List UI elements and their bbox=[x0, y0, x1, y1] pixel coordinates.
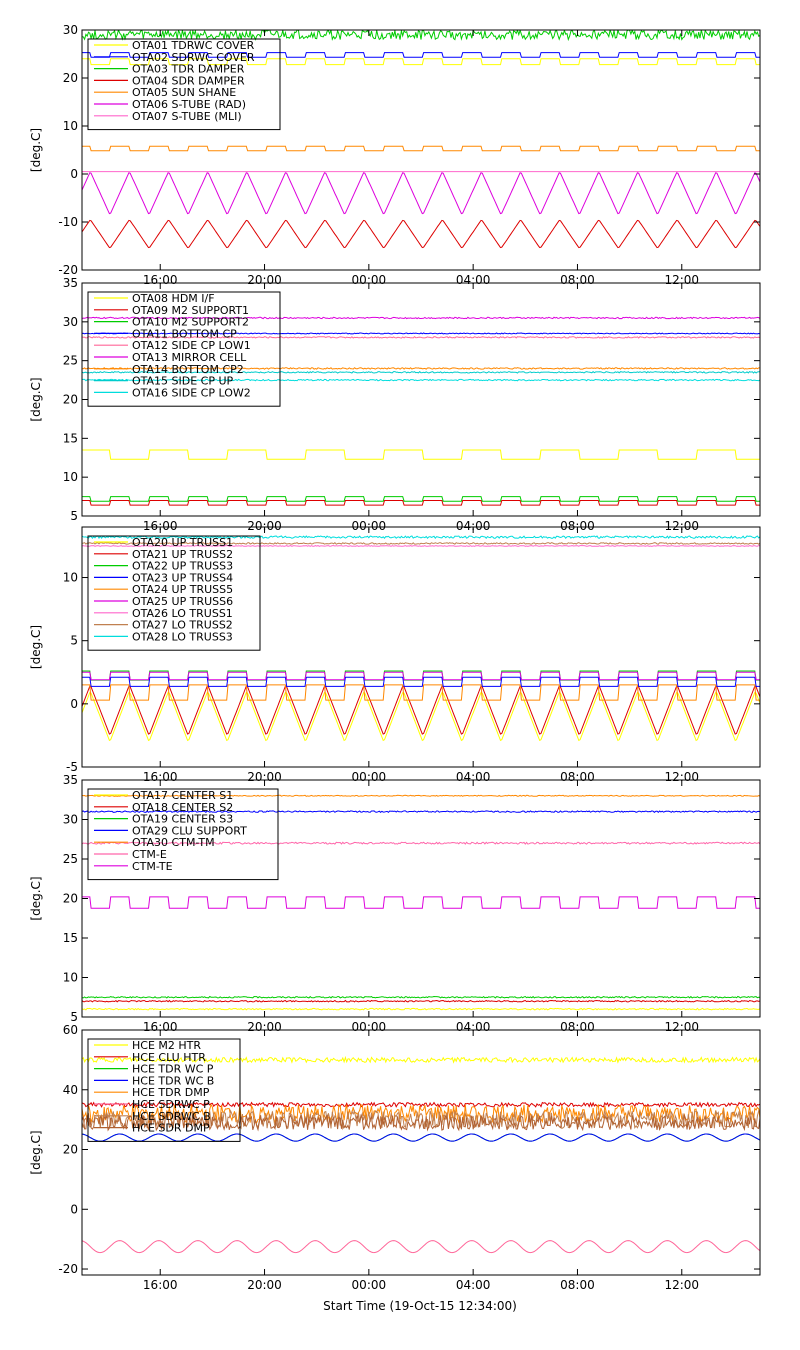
x-tick-label: 00:00 bbox=[351, 273, 387, 287]
legend-entry: OTA29 CLU SUPPORT bbox=[132, 824, 247, 838]
x-tick-label: 20:00 bbox=[247, 1278, 282, 1292]
chart-panel-5 bbox=[29, 1023, 760, 1292]
y-tick-label: 25 bbox=[62, 353, 78, 368]
series-line-2 bbox=[82, 686, 760, 734]
x-tick-label: 12:00 bbox=[664, 273, 700, 287]
x-tick-label: 00:00 bbox=[351, 1020, 387, 1034]
x-axis-title: Start Time (19-Oct-15 12:34:00) bbox=[323, 1299, 517, 1313]
y-tick-label: 20 bbox=[62, 891, 78, 906]
legend-entry: HCE M2 HTR bbox=[132, 1039, 202, 1052]
y-axis-label: [deg.C] bbox=[29, 624, 43, 670]
legend-entry: HCE CLU HTR bbox=[132, 1050, 206, 1064]
x-tick-label: 12:00 bbox=[664, 1278, 700, 1292]
x-tick-label: 08:00 bbox=[560, 519, 595, 533]
legend-entry: OTA15 SIDE CP UP bbox=[132, 374, 234, 388]
series-line-7 bbox=[82, 897, 760, 908]
x-tick-label: 08:00 bbox=[560, 1278, 595, 1292]
legend-entry: OTA06 S-TUBE (RAD) bbox=[132, 98, 247, 111]
legend-entry: OTA12 SIDE CP LOW1 bbox=[132, 339, 251, 353]
x-tick-label: 20:00 bbox=[247, 519, 282, 533]
x-tick-label: 04:00 bbox=[455, 519, 491, 533]
series-line-6 bbox=[82, 1241, 760, 1253]
x-tick-label: 16:00 bbox=[142, 770, 178, 784]
y-tick-label: 25 bbox=[62, 852, 78, 866]
y-tick-label: 0 bbox=[70, 1202, 78, 1217]
series-line-4 bbox=[82, 1134, 760, 1141]
y-tick-label: 5 bbox=[70, 1010, 78, 1024]
chart-panel-3 bbox=[29, 527, 760, 784]
legend-entry: HCE TDR WC P bbox=[132, 1062, 214, 1076]
y-tick-label: 0 bbox=[70, 167, 78, 181]
chart-panel-4 bbox=[29, 773, 760, 1034]
x-tick-label: 12:00 bbox=[664, 770, 700, 784]
series-line-4 bbox=[82, 220, 760, 247]
x-tick-label: 16:00 bbox=[142, 273, 178, 287]
legend-entry: OTA27 LO TRUSS2 bbox=[132, 618, 233, 632]
chart-panel-1 bbox=[29, 23, 760, 287]
legend-entry: OTA23 UP TRUSS4 bbox=[132, 571, 234, 585]
legend-entry: OTA11 BOTTOM CP bbox=[132, 327, 237, 341]
y-tick-label: 15 bbox=[62, 931, 78, 945]
y-tick-label: 5 bbox=[70, 509, 78, 523]
legend-entry: OTA04 SDR DAMPER bbox=[132, 74, 245, 88]
x-tick-label: 04:00 bbox=[455, 273, 491, 287]
y-tick-label: -10 bbox=[58, 215, 78, 229]
x-tick-label: 04:00 bbox=[455, 770, 491, 784]
series-line-2 bbox=[82, 1001, 760, 1002]
series-line-5 bbox=[82, 146, 760, 151]
legend-entry: OTA14 BOTTOM CP2 bbox=[132, 362, 244, 376]
y-tick-label: 10 bbox=[62, 570, 78, 585]
legend-entry: OTA17 CENTER S1 bbox=[132, 789, 234, 802]
legend-entry: OTA21 UP TRUSS2 bbox=[132, 547, 234, 561]
x-tick-label: 08:00 bbox=[560, 1020, 595, 1034]
y-tick-label: 10 bbox=[62, 470, 78, 485]
y-axis-label: [deg.C] bbox=[29, 127, 43, 173]
legend-entry: OTA10 M2 SUPPORT2 bbox=[132, 315, 250, 329]
y-tick-label: 5 bbox=[70, 633, 78, 648]
legend-entry: OTA20 UP TRUSS1 bbox=[132, 536, 234, 549]
legend-entry: OTA19 CENTER S3 bbox=[132, 812, 234, 826]
legend-entry: OTA22 UP TRUSS3 bbox=[132, 559, 234, 573]
legend-entry: OTA08 HDM I/F bbox=[132, 292, 215, 305]
y-tick-label: 60 bbox=[62, 1023, 78, 1037]
y-tick-label: 20 bbox=[62, 71, 78, 85]
legend-entry: CTM-E bbox=[132, 848, 167, 861]
x-tick-label: 04:00 bbox=[455, 1278, 491, 1292]
series-line-6 bbox=[82, 173, 760, 214]
legend-entry: HCE TDR WC B bbox=[132, 1074, 215, 1088]
legend-entry: OTA18 CENTER S2 bbox=[132, 800, 234, 814]
x-tick-label: 16:00 bbox=[142, 519, 178, 533]
y-axis-label: [deg.C] bbox=[29, 377, 43, 422]
x-tick-label: 08:00 bbox=[560, 273, 595, 287]
legend-entry: OTA09 M2 SUPPORT1 bbox=[132, 303, 250, 317]
series-line-3 bbox=[82, 997, 760, 999]
legend-entry: HCE SDR DMP bbox=[132, 1121, 210, 1135]
x-tick-label: 20:00 bbox=[247, 273, 282, 287]
legend-entry: CTM-TE bbox=[132, 859, 173, 873]
legend-entry: OTA26 LO TRUSS1 bbox=[132, 606, 233, 620]
x-tick-label: 20:00 bbox=[247, 770, 282, 784]
legend-entry: OTA03 TDR DAMPER bbox=[132, 62, 245, 76]
chart-panel-2 bbox=[29, 276, 760, 533]
y-tick-label: 30 bbox=[62, 812, 78, 827]
y-tick-label: 20 bbox=[62, 1142, 78, 1157]
series-line-5 bbox=[82, 685, 760, 700]
legend-entry: HCE SDRWC B bbox=[132, 1109, 211, 1123]
y-tick-label: 30 bbox=[62, 23, 78, 37]
legend-entry: OTA16 SIDE CP LOW2 bbox=[132, 386, 251, 400]
x-tick-label: 16:00 bbox=[142, 1020, 178, 1034]
y-tick-label: 30 bbox=[62, 314, 78, 329]
legend-entry: OTA02 SDRWC COVER bbox=[132, 50, 255, 64]
legend-entry: OTA07 S-TUBE (MLI) bbox=[132, 109, 242, 123]
x-tick-label: 04:00 bbox=[455, 1020, 491, 1034]
y-tick-label: 35 bbox=[62, 276, 78, 290]
legend-entry: OTA25 UP TRUSS6 bbox=[132, 595, 234, 608]
x-tick-label: 08:00 bbox=[560, 770, 595, 784]
y-tick-label: -20 bbox=[58, 1262, 78, 1277]
x-tick-label: 12:00 bbox=[664, 1020, 700, 1034]
y-tick-label: 40 bbox=[62, 1082, 78, 1097]
x-tick-label: 00:00 bbox=[351, 770, 387, 784]
series-line-1 bbox=[82, 1008, 760, 1009]
y-tick-label: 0 bbox=[70, 696, 78, 711]
series-line-1 bbox=[82, 450, 760, 459]
y-axis-label: [deg.C] bbox=[29, 876, 43, 921]
legend-entry: HCE SDRWC P bbox=[132, 1098, 210, 1111]
x-tick-label: 16:00 bbox=[142, 1278, 178, 1292]
y-tick-label: 10 bbox=[62, 970, 78, 985]
legend-entry: HCE TDR DMP bbox=[132, 1086, 210, 1100]
y-tick-label: 10 bbox=[62, 119, 78, 133]
x-tick-label: 12:00 bbox=[664, 519, 700, 533]
legend-entry: OTA05 SUN SHANE bbox=[132, 86, 237, 100]
x-tick-label: 00:00 bbox=[351, 519, 387, 533]
legend-entry: OTA30 CTM-TM bbox=[132, 836, 215, 850]
y-tick-label: 35 bbox=[62, 773, 78, 787]
y-tick-label: -5 bbox=[66, 760, 78, 774]
x-tick-label: 20:00 bbox=[247, 1020, 282, 1034]
y-tick-label: 15 bbox=[62, 431, 78, 446]
legend-entry: OTA28 LO TRUSS3 bbox=[132, 630, 233, 644]
y-tick-label: -20 bbox=[58, 263, 78, 277]
legend-entry: OTA13 MIRROR CELL bbox=[132, 351, 247, 364]
legend-entry: OTA24 UP TRUSS5 bbox=[132, 583, 234, 597]
y-tick-label: 20 bbox=[62, 392, 78, 407]
x-tick-label: 00:00 bbox=[351, 1278, 387, 1292]
legend-entry: OTA01 TDRWC COVER bbox=[132, 39, 255, 52]
y-axis-label: [deg.C] bbox=[29, 1130, 43, 1175]
